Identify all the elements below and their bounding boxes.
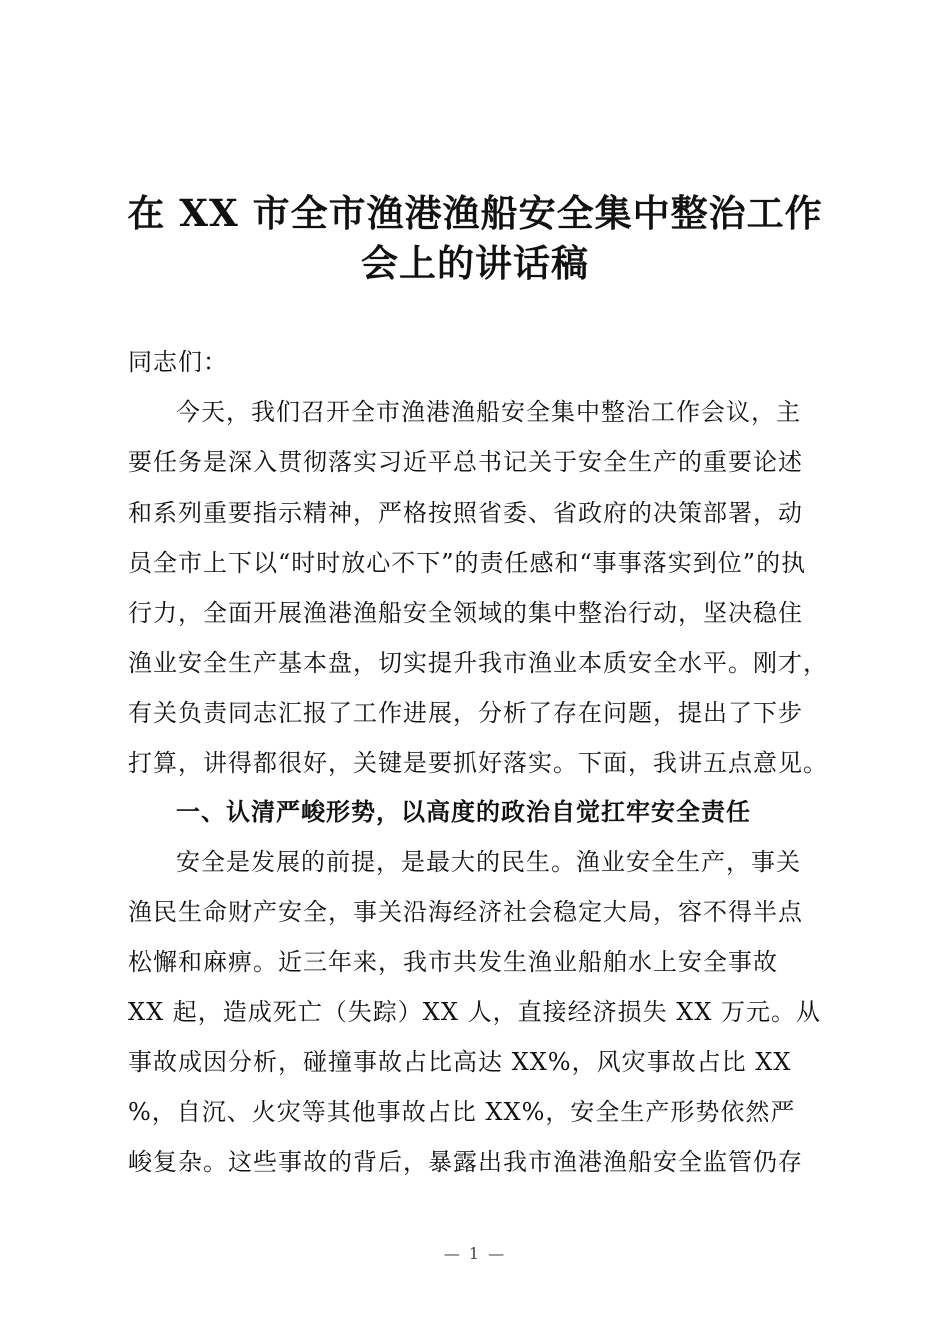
paragraph-line: XX 起，造成死亡（失踪）XX 人，直接经济损失 XX 万元。从: [128, 998, 822, 1026]
paragraph-line: 渔民生命财产安全，事关沿海经济社会稳定大局，容不得半点: [128, 898, 803, 926]
paragraph-line: 事故成因分析，碰撞事故占比高达 XX%，风灾事故占比 XX: [128, 1048, 792, 1076]
paragraph-line: 渔业安全生产基本盘，切实提升我市渔业本质安全水平。刚才，: [128, 649, 828, 677]
document-title-line-2: 会上的讲话稿: [361, 241, 589, 285]
paragraph-line: 行力，全面开展渔港渔船安全领域的集中整治行动，坚决稳住: [128, 599, 803, 627]
salutation: 同志们：: [128, 348, 228, 376]
paragraph-line: %，自沉、火灾等其他事故占比 XX%，安全生产形势依然严: [128, 1098, 796, 1126]
paragraph-line: 安全是发展的前提，是最大的民生。渔业安全生产，事关: [176, 848, 801, 876]
paragraph-line: 峻复杂。这些事故的背后，暴露出我市渔港渔船安全监管仍存: [128, 1148, 803, 1176]
paragraph-line: 和系列重要指示精神，严格按照省委、省政府的决策部署，动: [128, 499, 803, 527]
section-heading: 一、认清严峻形势，以高度的政治自觉扛牢安全责任: [176, 797, 751, 826]
paragraph-line: 员全市上下以“时时放心不下”的责任感和“事事落实到位”的执: [128, 549, 807, 577]
paragraph-line: 要任务是深入贯彻落实习近平总书记关于安全生产的重要论述: [128, 448, 803, 476]
paragraph-line: 今天，我们召开全市渔港渔船安全集中整治工作会议，主: [176, 398, 801, 426]
page-number: — 1 —: [443, 1244, 507, 1263]
document-title-line-1: 在 XX 市全市渔港渔船安全集中整治工作: [127, 191, 823, 235]
paragraph-line: 打算，讲得都很好，关键是要抓好落实。下面，我讲五点意见。: [128, 749, 828, 777]
paragraph-line: 松懈和麻痹。近三年来，我市共发生渔业船舶水上安全事故: [128, 948, 778, 976]
paragraph-line: 有关负责同志汇报了工作进展，分析了存在问题，提出了下步: [128, 699, 803, 727]
